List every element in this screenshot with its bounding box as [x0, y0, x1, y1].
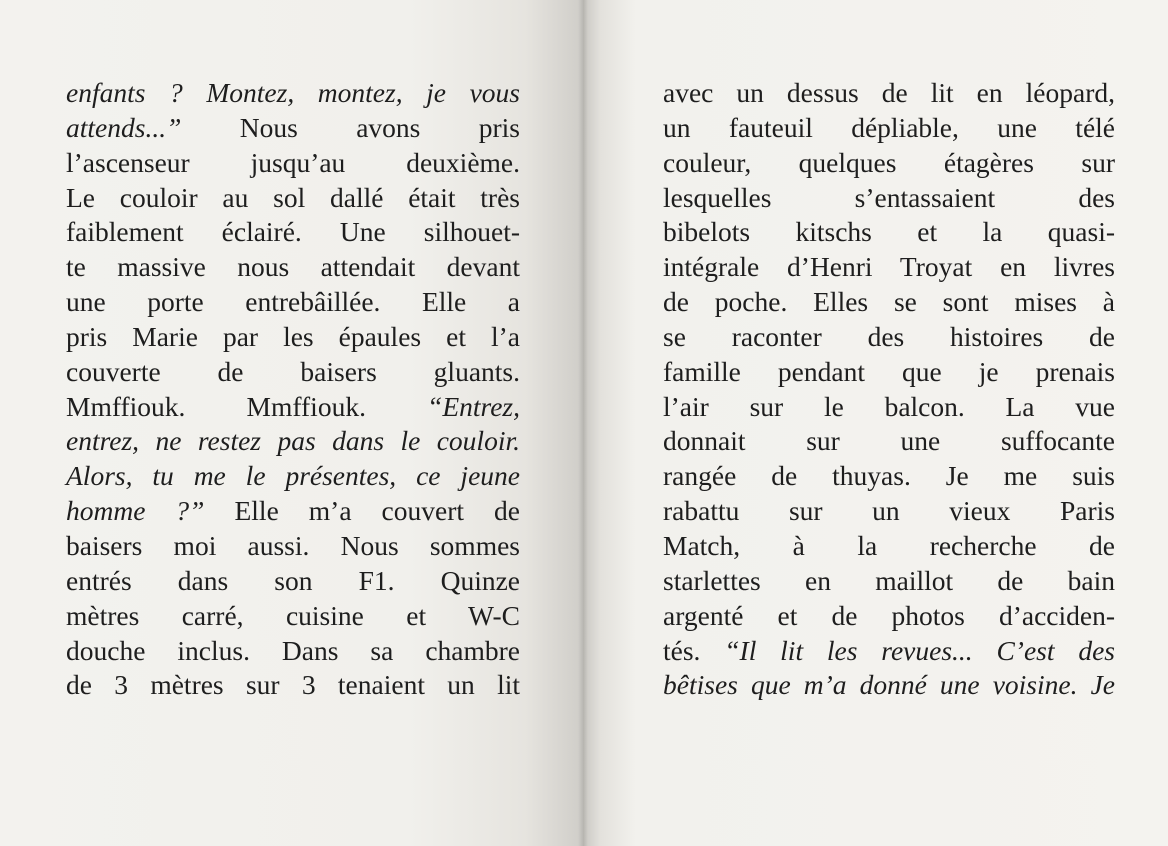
text-line [66, 355, 520, 390]
text-segment: donnait sur une suffocante [663, 425, 1115, 457]
text-line [66, 494, 520, 529]
text-segment: bêtises que m’a donné une voisine. Je [663, 669, 1115, 701]
text-line [66, 634, 520, 669]
text-line [66, 668, 520, 703]
text-line [663, 424, 1115, 459]
text-line [66, 76, 520, 111]
text-line [663, 320, 1115, 355]
text-line [66, 390, 520, 425]
text-segment: baisers moi aussi. Nous sommes [66, 529, 520, 561]
text-segment: Alors, tu me le présentes, ce jeune [66, 460, 520, 492]
text-segment: de poche. Elles se sont mises à [663, 286, 1115, 318]
text-line [66, 285, 520, 320]
left-page [0, 0, 583, 846]
text-segment: Elle m’a couvert de [204, 495, 520, 527]
text-segment: rangée de thuyas. Je me suis [663, 460, 1115, 492]
book-gutter [578, 0, 588, 846]
text-segment: un fauteuil dépliable, une télé [663, 111, 1115, 143]
text-line [663, 76, 1115, 111]
text-line [66, 564, 520, 599]
text-segment: pris Marie par les épaules et l’a [66, 320, 520, 352]
text-segment: “Il lit les revues... C’est des [724, 634, 1115, 666]
text-line [663, 181, 1115, 216]
text-segment: Nous avons pris [181, 111, 520, 143]
text-line [66, 181, 520, 216]
text-segment: douche inclus. Dans sa chambre [66, 634, 520, 666]
text-segment: entrez, ne restez pas dans le couloir. [66, 425, 520, 457]
text-segment: couleur, quelques étagères sur [663, 146, 1115, 178]
text-segment: lesquelles s’entassaient des [663, 181, 1115, 213]
text-line [66, 320, 520, 355]
text-segment: Match, à la recherche de [663, 529, 1115, 561]
text-line [66, 599, 520, 634]
text-line [663, 111, 1115, 146]
text-segment: l’air sur le balcon. La vue [663, 390, 1115, 422]
text-segment: famille pendant que je prenais [663, 355, 1115, 387]
text-line [663, 599, 1115, 634]
text-line [66, 529, 520, 564]
text-line [663, 668, 1115, 703]
right-page-text [663, 76, 1115, 703]
text-line [66, 146, 520, 181]
text-segment: couverte de baisers gluants. [66, 355, 520, 387]
text-segment: intégrale d’Henri Troyat en livres [663, 251, 1115, 283]
text-line [663, 529, 1115, 564]
text-line [66, 250, 520, 285]
text-segment: attends...” [66, 111, 182, 143]
text-segment: homme ?” [66, 495, 205, 527]
text-segment: avec un dessus de lit en léopard, [663, 77, 1115, 108]
text-segment: argenté et de photos d’acciden- [663, 599, 1115, 631]
text-segment: se raconter des histoires de [663, 320, 1115, 352]
text-line [663, 634, 1115, 669]
text-segment: de 3 mètres sur 3 tenaient un lit [66, 669, 520, 701]
text-line [663, 215, 1115, 250]
text-segment: mètres carré, cuisine et W-C [66, 599, 520, 631]
text-line [66, 424, 520, 459]
left-page-text [66, 76, 520, 703]
text-segment: Mmffiouk. Mmffiouk. [66, 390, 428, 422]
text-segment: l’ascenseur jusqu’au deuxième. [66, 146, 520, 178]
text-line [66, 111, 520, 146]
text-line [663, 285, 1115, 320]
text-segment: bibelots kitschs et la quasi- [663, 216, 1115, 248]
text-segment: rabattu sur un vieux Paris [663, 495, 1115, 527]
text-line [66, 459, 520, 494]
text-segment: Le couloir au sol dallé était très [66, 181, 520, 213]
text-segment: entrés dans son F1. Quinze [66, 564, 520, 596]
text-line [663, 250, 1115, 285]
text-segment: enfants ? Montez, montez, je vous [66, 77, 520, 108]
text-segment: une porte entrebâillée. Elle a [66, 286, 520, 318]
text-segment: starlettes en maillot de bain [663, 564, 1115, 596]
right-page [583, 0, 1168, 846]
text-line [663, 390, 1115, 425]
text-line [663, 459, 1115, 494]
text-line [663, 564, 1115, 599]
text-segment: “Entrez, [427, 390, 520, 422]
text-segment: te massive nous attendait devant [66, 251, 520, 283]
text-line [66, 215, 520, 250]
text-line [663, 494, 1115, 529]
text-line [663, 146, 1115, 181]
text-segment: tés. [663, 634, 725, 666]
text-segment: faiblement éclairé. Une silhouet- [66, 216, 520, 248]
text-line [663, 355, 1115, 390]
